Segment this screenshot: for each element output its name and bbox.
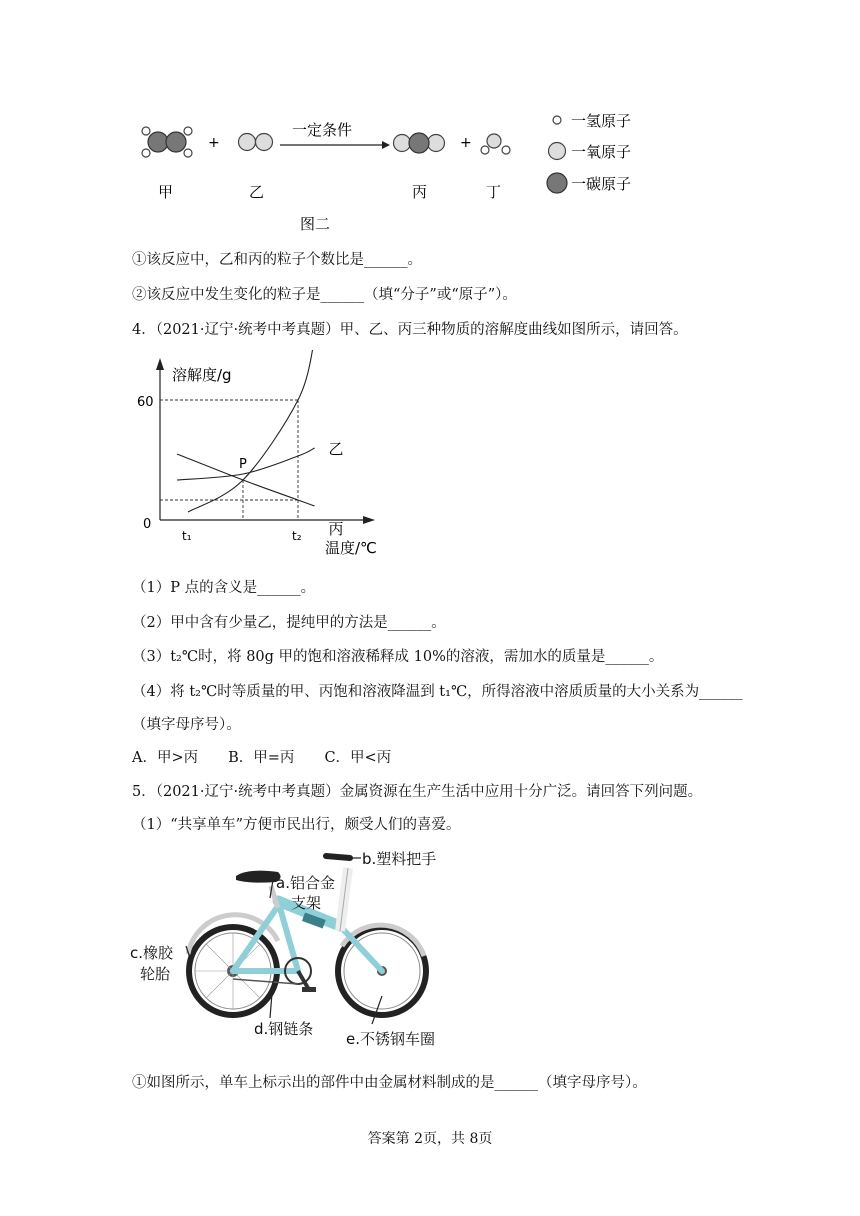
molecule-jia xyxy=(142,127,192,157)
series-label-3: 丙 xyxy=(328,520,344,538)
legend-hydrogen: 一氢原子 xyxy=(571,112,632,130)
legend-carbon: 一碳原子 xyxy=(571,175,632,193)
q4-p2: （2）甲中含有少量乙，提纯甲的方法是______。 xyxy=(132,615,446,631)
choice-a: A．甲>丙 xyxy=(132,750,199,766)
label-c-line2: 轮胎 xyxy=(140,965,171,983)
label-d-chain: d.钢链条 xyxy=(254,1020,314,1038)
arrow-label: 一定条件 xyxy=(292,121,353,139)
bike-figure xyxy=(128,846,448,1056)
y-axis-label: 溶解度/g xyxy=(172,366,232,384)
label-bing: 丙 xyxy=(412,183,428,201)
x-tick-t2: t₂ xyxy=(292,529,302,543)
y-tick-60: 60 xyxy=(137,395,154,410)
series-label-2: 乙 xyxy=(328,440,344,458)
label-jia: 甲 xyxy=(158,183,174,201)
molecule-ding xyxy=(481,134,510,154)
q4-p4b: （填字母序号）。 xyxy=(132,717,241,733)
curve-labels xyxy=(327,350,344,538)
q5-stem: 5．（2021·辽宁·统考中考真题）金属资源在生产生活中应用十分广泛。请回答下列问题。 xyxy=(132,784,703,800)
label-b-handle: b.塑料把手 xyxy=(362,850,437,868)
point-label-p: P xyxy=(239,457,247,472)
q4-stem: 4．（2021·辽宁·统考中考真题）甲、乙、丙三种物质的溶解度曲线如图所示，请回答。 xyxy=(132,322,688,338)
page-footer: 答案第 2页，共 8页 xyxy=(367,1131,493,1147)
label-e-rim: e.不锈钢车圈 xyxy=(346,1030,435,1048)
choice-c: C．甲<丙 xyxy=(324,750,392,766)
y-tick-0: 0 xyxy=(143,517,152,532)
plus-sign: + xyxy=(460,135,472,151)
label-ding: 丁 xyxy=(486,183,502,201)
label-c-line1: c.橡胶 xyxy=(130,944,174,962)
seat xyxy=(236,871,281,883)
solubility-chart xyxy=(135,350,395,560)
q5-sub1: ①如图所示，单车上标示出的部件中由金属材料制成的是______（填字母序号）。 xyxy=(132,1075,647,1091)
x-axis-arrow-icon xyxy=(363,516,375,524)
q5-p1: （1）“共享单车”方便市民出行，颇受人们的喜爱。 xyxy=(132,817,461,833)
carbon-atom-icon xyxy=(547,173,567,193)
label-yi: 乙 xyxy=(249,183,265,201)
q4-choices xyxy=(132,746,421,767)
reaction-figure xyxy=(130,105,660,235)
label-a-line1: a.铝合金 xyxy=(276,874,335,892)
legend xyxy=(547,112,631,193)
guide-lines xyxy=(160,400,298,520)
molecule-yi xyxy=(239,134,273,151)
hydrogen-atom-icon xyxy=(553,116,561,124)
handlebar xyxy=(326,856,350,858)
x-axis-label: 温度/℃ xyxy=(325,539,377,557)
plus-sign: + xyxy=(208,135,220,151)
x-tick-t1: t₁ xyxy=(182,529,192,543)
molecule-bing xyxy=(394,133,445,153)
arrow-head-icon xyxy=(382,141,390,149)
legend-oxygen: 一氧原子 xyxy=(571,143,632,161)
q3-sub2: ②该反应中发生变化的粒子是______（填“分子”或“原子”）。 xyxy=(132,287,517,303)
figure-caption: 图二 xyxy=(300,215,331,233)
q4-p3: （3）t₂℃时，将 80g 甲的饱和溶液稀释成 10%的溶液，需加水的质量是______。 xyxy=(132,649,664,665)
oxygen-atom-icon xyxy=(549,143,566,160)
q4-p4a: （4）将 t₂℃时等质量的甲、丙饱和溶液降温到 t₁℃，所得溶液中溶质质量的大小关系为______ xyxy=(132,684,743,700)
q4-p1: （1）P 点的含义是______。 xyxy=(132,580,316,596)
label-a-line2: 支架 xyxy=(291,894,322,912)
choice-b: B．甲=丙 xyxy=(228,750,295,766)
q3-sub1: ①该反应中，乙和丙的粒子个数比是______。 xyxy=(132,252,422,268)
y-axis-arrow-icon xyxy=(156,358,164,370)
